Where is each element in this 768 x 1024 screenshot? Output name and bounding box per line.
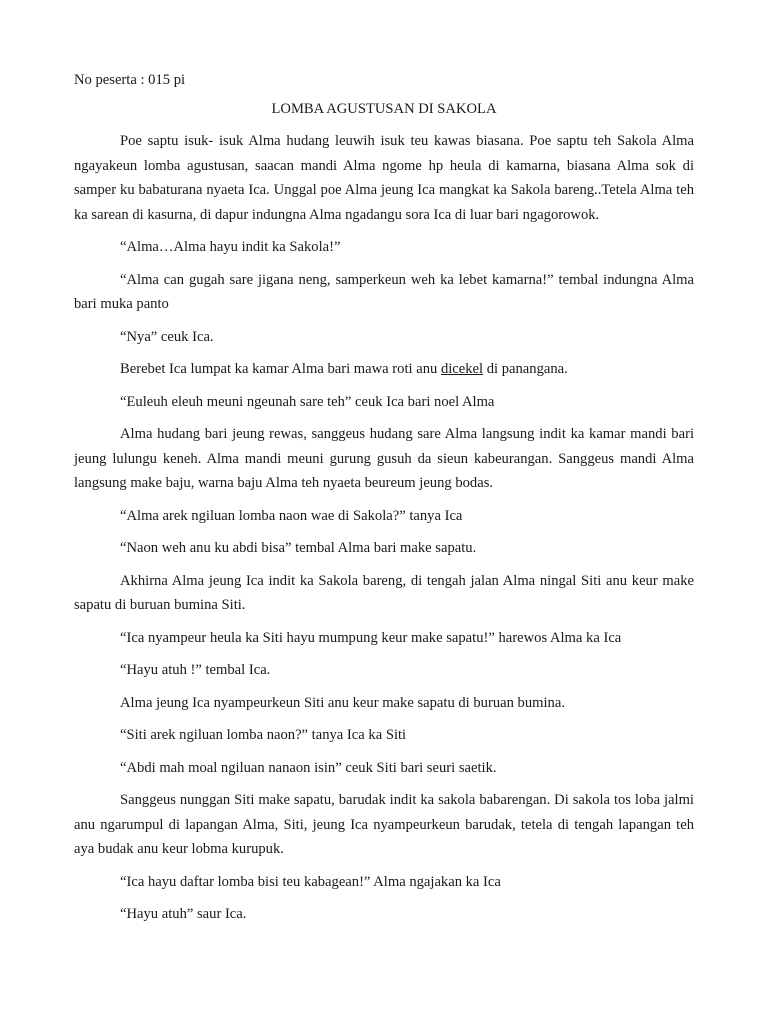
story-title: LOMBA AGUSTUSAN DI SAKOLA [271, 101, 497, 117]
paragraph-15: “Abdi mah moal ngiluan nanaon isin” ceuk Siti bari seuri saetik. [120, 759, 497, 776]
paragraph-6: “Euleuh eleuh meuni ngeunah sare teh” ceuk Ica bari noel Alma [120, 393, 495, 410]
paragraph-10: Akhirna Alma jeung Ica indit ka Sakola bareng, di tengah jalan Alma ningal Siti anu keur make sapatu di buruan bumina Siti. [74, 572, 694, 613]
paragraph-12: “Hayu atuh !” tembal Ica. [120, 662, 271, 678]
paragraph-8: “Alma arek ngiluan lomba naon wae di Sakola?” tanya Ica [120, 507, 463, 524]
paragraph-18: “Hayu atuh” saur Ica. [120, 906, 247, 922]
paragraph-13: Alma jeung Ica nyampeurkeun Siti anu keur make sapatu di buruan bumina. [120, 694, 565, 711]
paragraph-1: Poe saptu isuk- isuk Alma hudang leuwih isuk teu kawas biasana. Poe saptu teh Sakola Alma ngayakeun lomba agustusan, saacan mandi Alma ngome hp heula di kamarna, biasana Alma sok di samper ku babaturana nyaeta Ica. Unggal poe Alma jeung Ica mangkat ka Sakola bareng..Tetela Alma teh ka sarean di kasurna, di dapur indungna Alma ngadangu sora Ica di luar bari ngagorowok. [74, 133, 694, 223]
paragraph-14: “Siti arek ngiluan lomba naon?” tanya Ica ka Siti [120, 727, 407, 743]
paragraph-9: “Naon weh anu ku abdi bisa” tembal Alma bari make sapatu. [120, 540, 477, 556]
paragraph-5 [74, 357, 694, 382]
paragraph-7: Alma hudang bari jeung rewas, sanggeus hudang sare Alma langsung indit ka kamar mandi bari jeung lulungu keneh. Alma mandi meuni gurung gusuh da sieun kabeurangan. Sanggeus mandi Alma langsung make baju, warna baju Alma teh nyaeta beureum jeung bodas. [74, 426, 694, 491]
paragraph-4: “Nya” ceuk Ica. [120, 328, 214, 345]
underlined-word: dicekel [440, 361, 484, 377]
participant-number: No peserta : 015 pi [74, 72, 186, 88]
paragraph-2: “Alma…Alma hayu indit ka Sakola!” [120, 239, 341, 255]
paragraph-5-text-after: di panangana. [483, 361, 568, 377]
paragraph-16: Sanggeus nunggan Siti make sapatu, barudak indit ka sakola babarengan. Di sakola tos loba jalmi anu ngarumpul di lapangan Alma, Siti, jeung Ica nyampeurkeun barudak, tetela di tengah lapangan teh aya budak anu keur lobma kurupuk. [74, 792, 694, 857]
paragraph-5-text-before: Berebet Ica lumpat ka kamar Alma bari mawa roti anu [120, 361, 441, 377]
document-page [74, 68, 694, 927]
paragraph-17: “Ica hayu daftar lomba bisi teu kabagean!” Alma ngajakan ka Ica [120, 873, 501, 890]
paragraph-11: “Ica nyampeur heula ka Siti hayu mumpung keur make sapatu!” harewos Alma ka Ica [120, 629, 622, 646]
paragraph-3: “Alma can gugah sare jigana neng, samperkeun weh ka lebet kamarna!” tembal indungna Alma bari muka panto [74, 271, 694, 312]
